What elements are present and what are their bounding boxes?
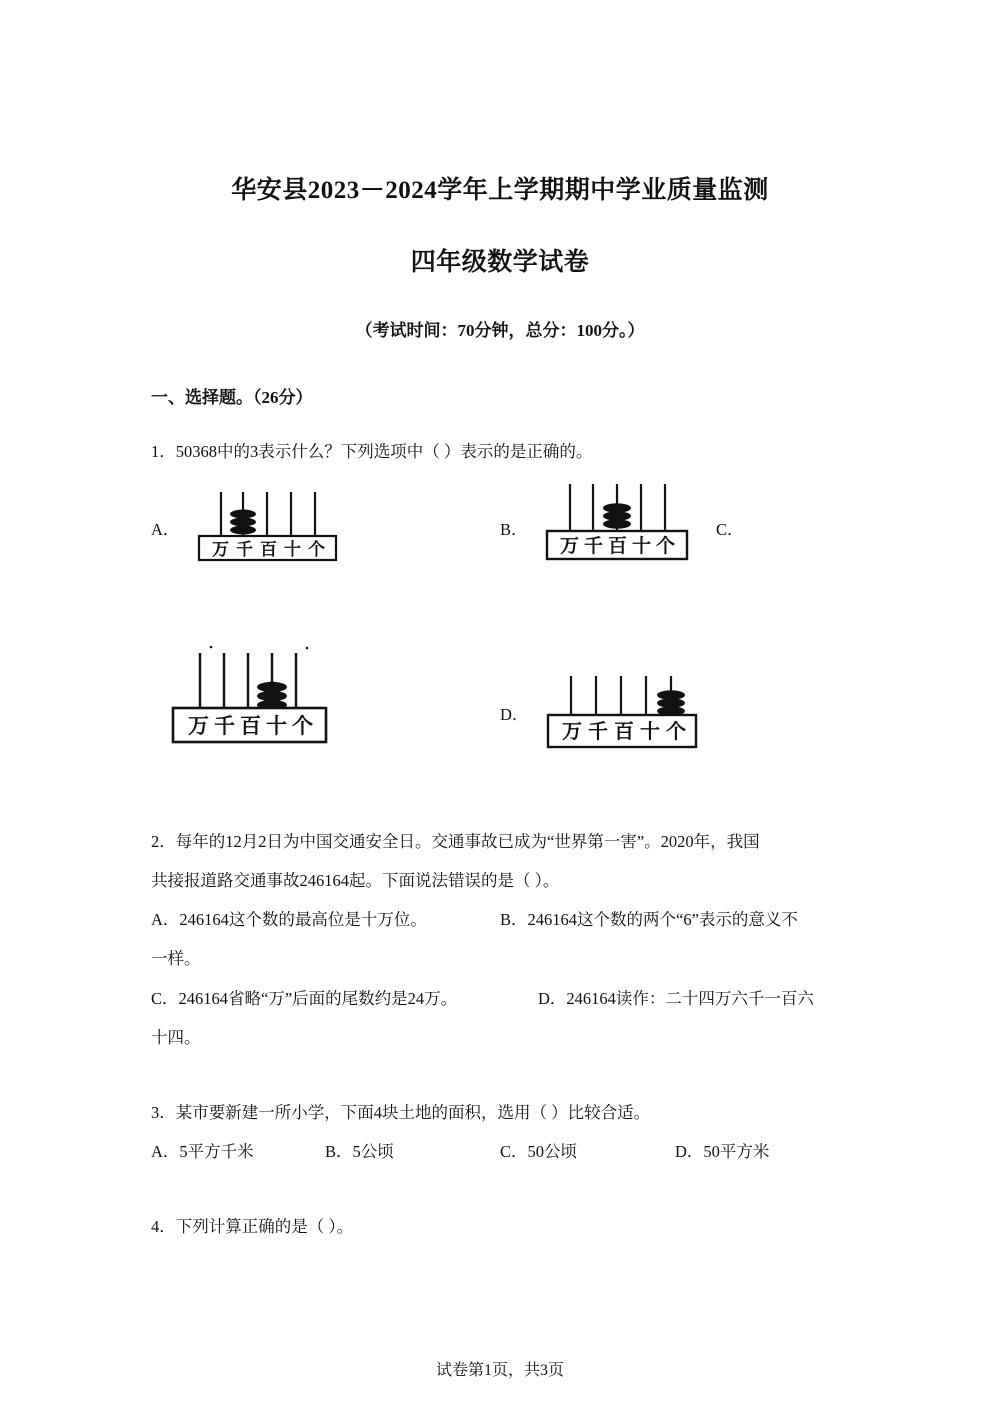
question-3-stem: 3．某市要新建一所小学，下面4块土地的面积，选用（ ）比较合适。	[151, 1103, 651, 1122]
svg-text:百: 百	[608, 535, 628, 557]
q3-option-d: D．50平方米	[675, 1142, 770, 1161]
svg-text:个: 个	[666, 719, 686, 743]
svg-text:个: 个	[308, 540, 325, 560]
svg-text:千: 千	[584, 535, 604, 557]
q2-option-b-continued: 一样。	[151, 949, 201, 968]
question-2-line-2: 共接报道路交通事故246164起。下面说法错误的是（ ）。	[151, 871, 560, 890]
question-4-stem: 4．下列计算正确的是（ ）。	[151, 1217, 354, 1236]
svg-text:千: 千	[214, 714, 235, 738]
page-footer: 试卷第1页，共3页	[435, 1362, 564, 1379]
q2-option-d: D．246164读作：二十四万六千一百六	[538, 989, 814, 1008]
q2-option-b: B．246164这个数的两个“6”表示的意义不	[500, 910, 798, 929]
svg-text:十: 十	[632, 535, 652, 557]
q1-option-b-label: B．	[500, 520, 528, 539]
exam-subtitle: 四年级数学试卷	[410, 249, 590, 276]
q3-option-b: B．5公顷	[325, 1142, 394, 1161]
svg-text:个: 个	[656, 535, 676, 557]
abacus-option-d	[544, 673, 704, 753]
abacus-option-b	[543, 480, 693, 565]
svg-text:万: 万	[562, 719, 582, 743]
question-1-stem: 1．50368中的3表示什么？下列选项中（ ）表示的是正确的。	[151, 442, 593, 461]
exam-title: 华安县2023－2024学年上学期期中学业质量监测	[231, 177, 769, 204]
svg-text:百: 百	[240, 714, 261, 738]
q1-option-c-label: C．	[716, 520, 744, 539]
abacus-option-a	[196, 488, 341, 566]
q2-option-d-continued: 十四。	[151, 1028, 201, 1047]
svg-text:百: 百	[614, 719, 634, 743]
svg-text:万: 万	[212, 540, 229, 560]
q3-option-c: C．50公顷	[500, 1142, 578, 1161]
svg-text:十: 十	[284, 540, 301, 560]
svg-text:百: 百	[260, 540, 277, 560]
q2-option-c: C．246164省略“万”后面的尾数约是24万。	[151, 989, 458, 1008]
svg-text:千: 千	[588, 719, 608, 743]
svg-text:千: 千	[236, 540, 253, 560]
abacus-option-c	[168, 645, 333, 750]
q1-option-d-label: D．	[500, 705, 529, 724]
q2-option-a: A．246164这个数的最高位是十万位。	[151, 910, 427, 929]
svg-text:十: 十	[640, 719, 660, 743]
q1-option-a-label: A．	[151, 520, 180, 539]
svg-text:个: 个	[292, 714, 313, 738]
question-2-line-1: 2．每年的12月2日为中国交通安全日。交通事故已成为“世界第一害”。2020年，我国	[151, 832, 760, 851]
exam-info: （考试时间：70分钟，总分：100分。）	[355, 321, 645, 340]
section-heading: 一、选择题。（26分）	[151, 388, 313, 407]
q3-option-a: A．5平方千米	[151, 1142, 254, 1161]
svg-text:万: 万	[188, 714, 209, 738]
svg-text:万: 万	[560, 535, 580, 557]
svg-text:十: 十	[266, 714, 287, 738]
